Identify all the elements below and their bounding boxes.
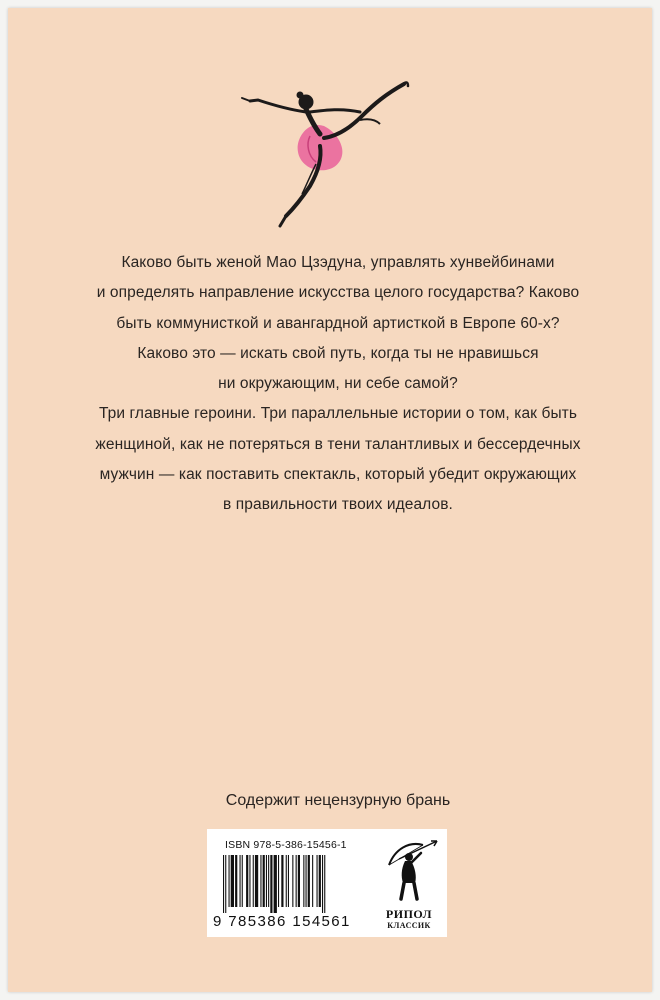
ballerina-illustration: [240, 76, 420, 236]
annotation-line: в правильности твоих идеалов.: [223, 496, 453, 514]
barcode-digits: 9 785386 154561: [213, 913, 351, 930]
publisher-imprint: КЛАССИК: [387, 921, 431, 930]
annotation-line: быть коммунисткой и авангардной артисткой в Европе 60-х?: [116, 314, 560, 332]
archer-logo-icon: [379, 835, 443, 905]
isbn-label: ISBN 978-5-386-15456-1: [225, 839, 347, 851]
annotation-line: и определять направление искусства целого государства? Каково: [96, 284, 580, 302]
isbn-barcode-block: [207, 829, 447, 937]
annotation-text: [68, 248, 608, 521]
annotation-line: Каково быть женой Мао Цзэдуна, управлять хунвейбинами: [121, 254, 555, 271]
content-warning: Содержит нецензурную брань: [225, 792, 451, 809]
annotation-line: мужчин — как поставить спектакль, который убедит окружающих: [99, 466, 577, 484]
annotation-line: женщиной, как не потеряться в тени талантливых и бессердечных: [95, 435, 581, 453]
annotation-line: Три главные героини. Три параллельные истории о том, как быть: [98, 405, 578, 423]
annotation-line: ни окружающим, ни себе самой?: [218, 375, 458, 393]
publisher-name: РИПОЛ: [385, 907, 433, 921]
barcode-icon: [221, 855, 371, 913]
annotation-line: Каково это — искать свой путь, когда ты не нравишься: [137, 344, 539, 362]
